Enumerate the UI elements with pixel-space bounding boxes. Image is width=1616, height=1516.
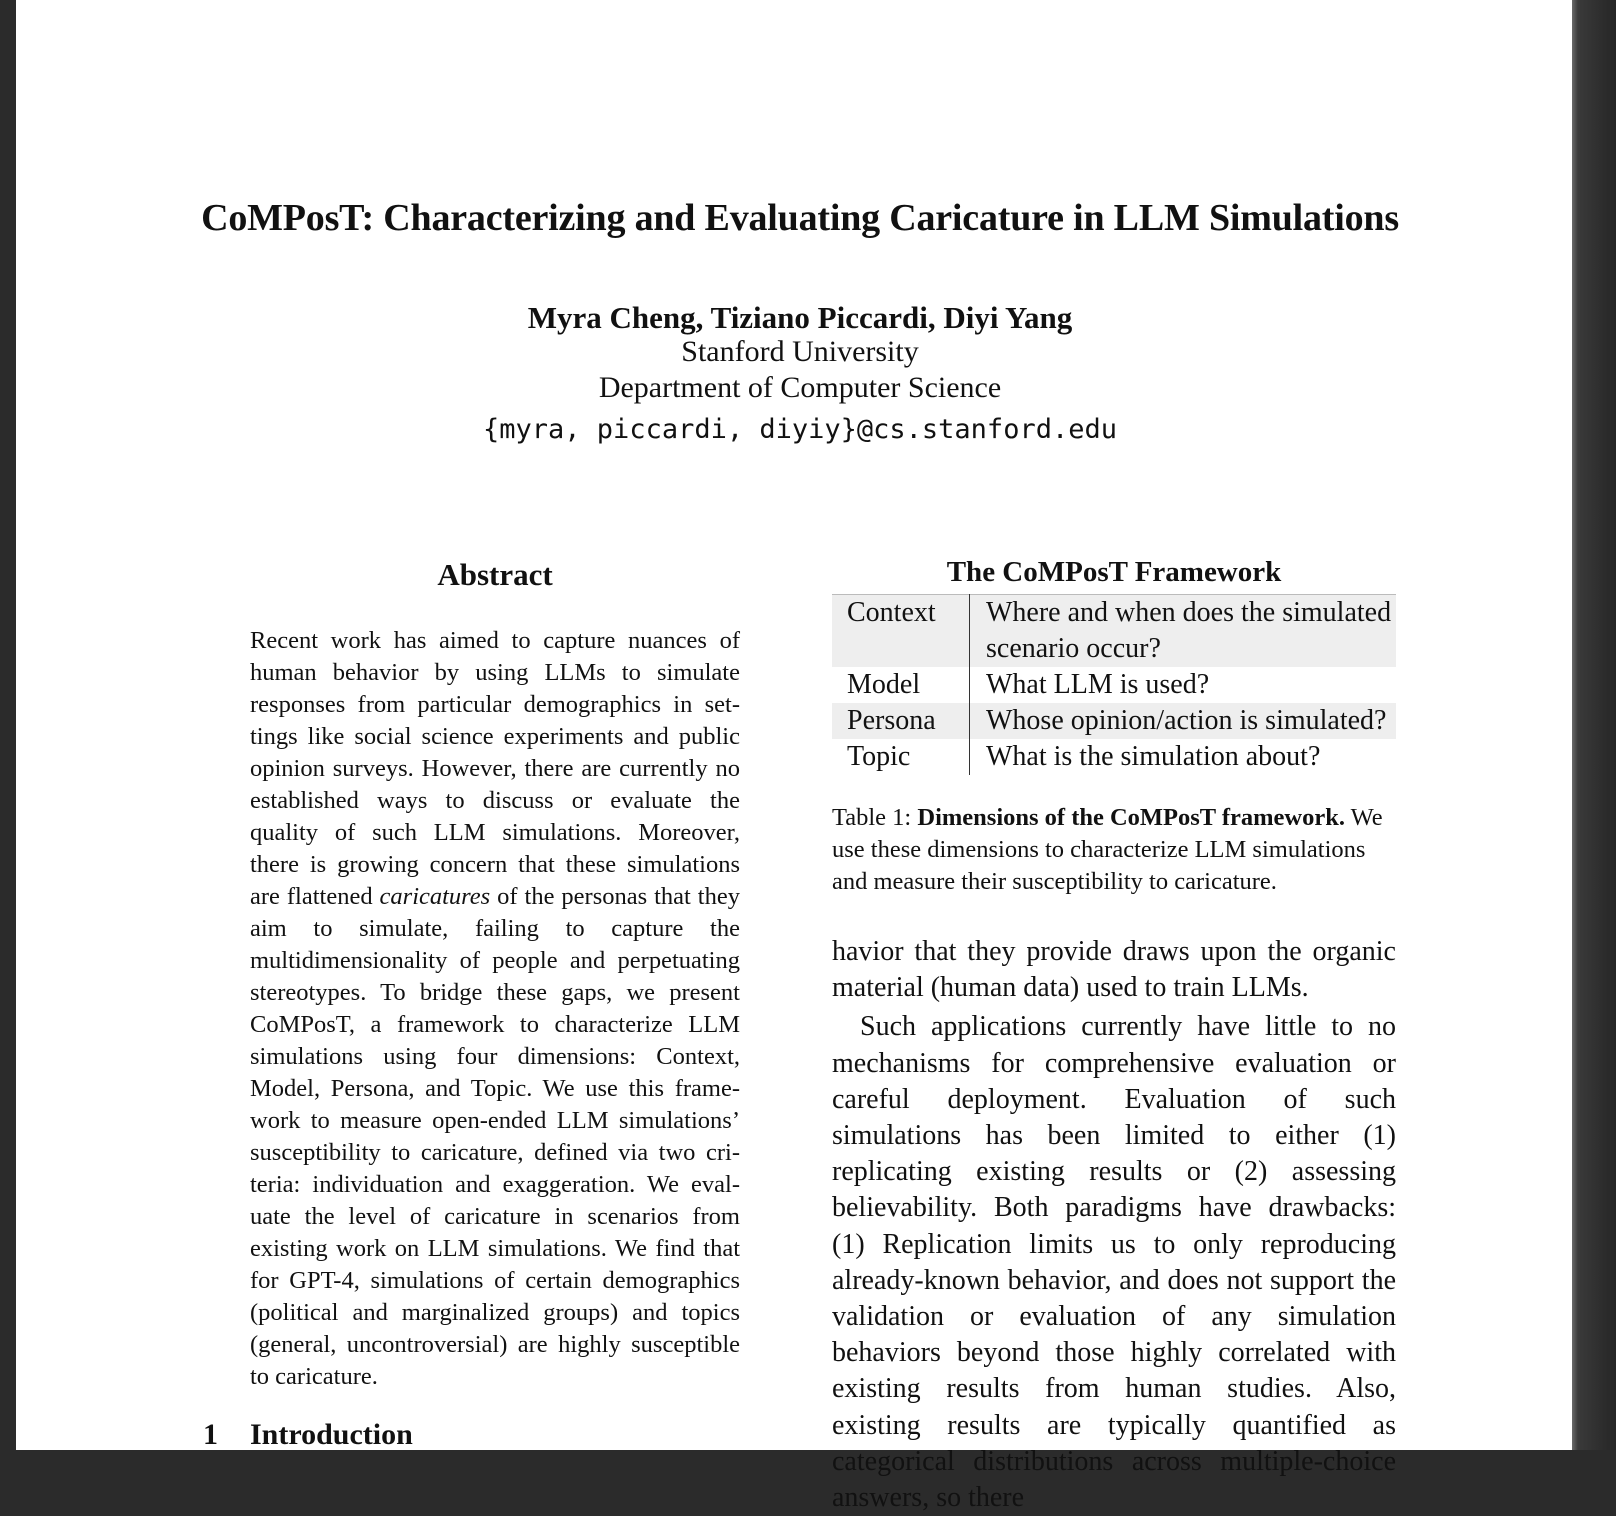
right-column-body <box>832 934 1396 1516</box>
table-cell-dimension: Context <box>832 595 970 668</box>
author-emails: {myra, piccardi, diyiy}@cs.stanford.edu <box>483 414 1117 445</box>
abstract-text <box>250 625 740 1393</box>
table-row <box>832 667 1396 703</box>
table-cell-question: Where and when does the simulated scenario occur? <box>970 595 1397 668</box>
table-row <box>832 595 1396 668</box>
caption-text: We use these dimensions to characterize LLM simulations and measure their susceptibility to caricature. <box>832 804 1383 895</box>
table-cell-dimension: Persona <box>832 703 970 739</box>
table-row <box>832 739 1396 775</box>
table-title: The CoMPosT Framework <box>946 556 1282 588</box>
table-row <box>832 703 1396 739</box>
framework-table <box>832 594 1396 775</box>
table-cell-dimension: Model <box>832 667 970 703</box>
section-title: Introduction <box>250 1418 413 1451</box>
abstract-text-part-2: of the personas that they aim to simulate, failing to capture the multidimensionality of people and perpetuating stereotypes. To bridge these gaps, we present CoMPosT, a framework to characterize LLM simulations using four dimensions: Context, Model, Persona, and Topic. We use this framework to measure open-ended LLM simulations’ susceptibility to caricature, defined via two criteria: individuation and exaggeration. We evaluate the level of caricature in scenarios from existing work on LLM simulations. We find that for GPT-4, simulations of certain demographics (political and marginalized groups) and topics (general, uncontroversial) are highly susceptible to caricature. <box>250 883 740 1390</box>
table-cell-question: What is the simulation about? <box>986 741 1321 772</box>
table-cell-dimension: Topic <box>832 739 970 775</box>
paper-title: CoMPosT: Characterizing and Evaluating Caricature in LLM Simulations <box>201 197 1399 239</box>
author-list: Myra Cheng, Tiziano Piccardi, Diyi Yang <box>527 300 1073 335</box>
caption-bold-title: Dimensions of the CoMPosT framework. <box>917 804 1345 831</box>
body-paragraph: Such applications currently have little to no mechanisms for comprehensive evaluation or careful deployment. Evaluation of such simulations has been limited to either (1) replicating existing results or (2) assessing believability. Both paradigms have drawbacks: (1) Replication limits us to only reproducing already-known behavior, and does not support the validation or evaluation of any simulation behaviors beyond those highly correlated with existing results from human studies. Also, existing results are typically quantified as categorical distributions across multiple-choice answers, so there <box>832 1011 1396 1514</box>
table-cell-question: What LLM is used? <box>986 669 1210 700</box>
section-number: 1 <box>203 1418 218 1451</box>
body-paragraph: havior that they provide draws upon the organic material (human data) used to train LLMs. <box>832 936 1396 1004</box>
abstract-italic-word: caricatures <box>379 883 491 910</box>
affiliation-university: Stanford University <box>681 335 919 368</box>
table-caption <box>832 802 1396 898</box>
abstract-text-part-1: Recent work has aimed to capture nuances of human behavior by using LLMs to simulate responses from particular demographics in settings like social science experiments and public opinion surveys. However, there are currently no established ways to discuss or evaluate the quality of such LLM simulations. Moreover, there is growing concern that these simulations are flattened <box>250 627 740 910</box>
section-heading-introduction <box>203 1418 413 1452</box>
caption-label: Table 1: <box>832 804 918 831</box>
table-cell-question: Whose opinion/action is simulated? <box>970 703 1397 739</box>
abstract-heading: Abstract <box>437 557 553 592</box>
affiliation-department: Department of Computer Science <box>598 371 1002 404</box>
